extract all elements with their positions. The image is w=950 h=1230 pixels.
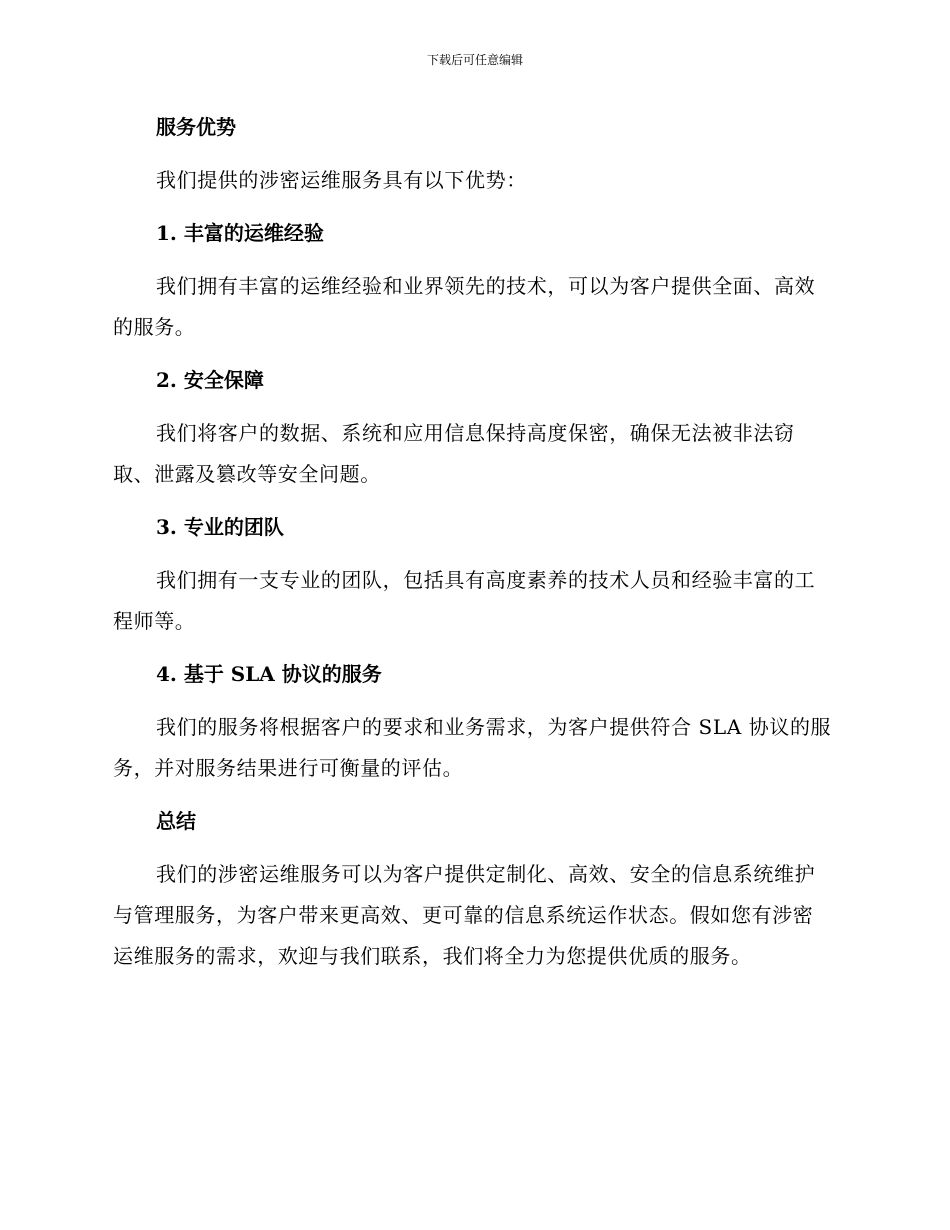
sla-paragraph: 我们的服务将根据客户的要求和业务需求，为客户提供符合 SLA 协议的服务，并对服务结果进行可衡量的评估。 — [113, 715, 832, 780]
section-heading-advantages: 服务优势 — [156, 115, 236, 139]
section-heading-sla: 4. 基于 SLA 协议的服务 — [156, 662, 382, 686]
document-body — [113, 107, 833, 989]
security-paragraph: 我们将客户的数据、系统和应用信息保持高度保密，确保无法被非法窃取、泄露及篡改等安全问题。 — [113, 421, 795, 486]
section-heading-security: 2. 安全保障 — [156, 368, 264, 392]
section-heading-experience: 1. 丰富的运维经验 — [156, 221, 324, 245]
intro-paragraph: 我们提供的涉密运维服务具有以下优势： — [156, 168, 527, 192]
section-heading-team: 3. 专业的团队 — [156, 515, 284, 539]
page-header: 下载后可任意编辑 — [426, 53, 523, 67]
summary-paragraph: 我们的涉密运维服务可以为客户提供定制化、高效、安全的信息系统维护与管理服务，为客户带来更高效、更可靠的信息系统运作状态。假如您有涉密运维服务的需求，欢迎与我们联系，我们将全力为您提供优质的服务。 — [113, 862, 816, 968]
section-heading-summary: 总结 — [156, 809, 196, 833]
team-paragraph: 我们拥有一支专业的团队，包括具有高度素养的技术人员和经验丰富的工程师等。 — [113, 568, 816, 633]
experience-paragraph: 我们拥有丰富的运维经验和业界领先的技术，可以为客户提供全面、高效的服务。 — [113, 274, 816, 339]
